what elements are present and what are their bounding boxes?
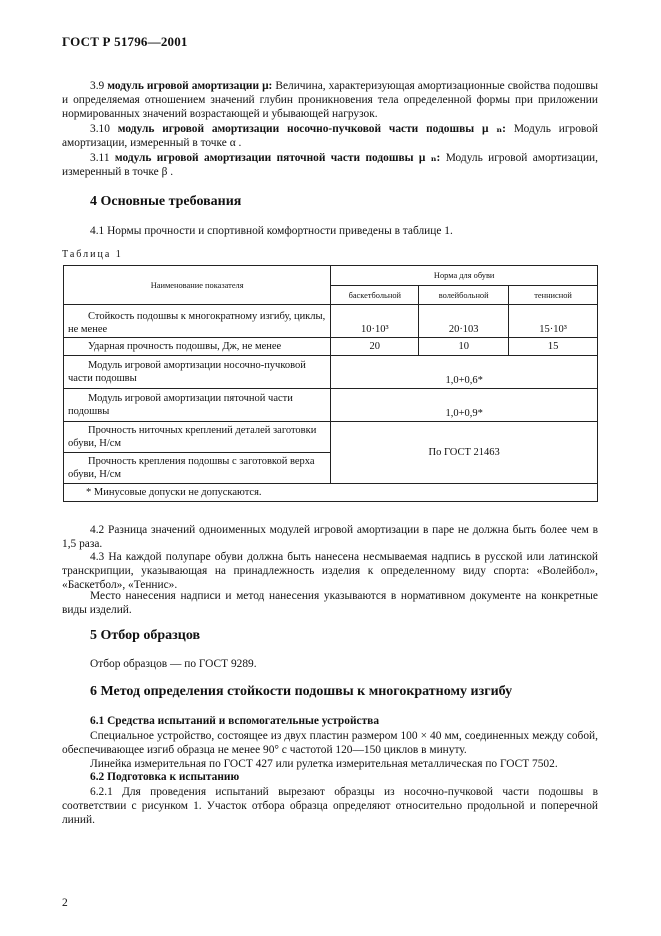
definition-text: Модуль игровой амортизации, измеренный в точке β .: [62, 152, 598, 178]
page-number: 2: [62, 897, 68, 909]
definition-3-9: [62, 79, 598, 121]
row-label: Стойкость подошвы к многократному изгибу, циклы, не менее: [64, 305, 331, 338]
header-volleyball: волейбольной: [419, 286, 509, 305]
header-basketball: баскетбольной: [331, 286, 419, 305]
paragraph-4-3: 4.3 На каждой полупаре обуви должна быть нанесена несмываемая надпись в русской или латинской транскрипции, указывающая на принадлежность изделия к определенному виду спорта: «Волейбол», «Баскетбол», «Теннис».: [62, 551, 598, 591]
section-4-heading: 4 Основные требования: [90, 194, 242, 209]
merged-value: 1,0+0,9*: [331, 389, 598, 422]
table-footnote: * Минусовые допуски не допускаются.: [64, 484, 598, 502]
header-norm: Норма для обуви: [331, 266, 598, 286]
section-6-heading: 6 Метод определения стойкости подошвы к многократному изгибу: [90, 684, 513, 699]
row-label: Прочность крепления подошвы с заготовкой верха обуви, Н/см: [64, 453, 331, 484]
value-basketball: 20: [331, 338, 419, 356]
document-header: ГОСТ Р 51796—2001: [62, 34, 188, 49]
row-label: Модуль игровой амортизации пяточной части подошвы: [64, 389, 331, 422]
paragraph-4-2: 4.2 Разница значений одноименных модулей игровой амортизации в паре не должна быть более чем в 1,5 раза.: [62, 524, 598, 550]
paragraph-6-2-1: 6.2.1 Для проведения испытаний вырезают образцы из носочно-пучковой части подошвы в соответствии с рисунком 1. Участок отбора образца определяют относительно продольной и поперечной линий.: [62, 786, 598, 826]
row-label: Модуль игровой амортизации носочно-пучковой части подошвы: [64, 356, 331, 389]
value-basketball: 10·10³: [331, 305, 419, 338]
merged-value: 1,0+0,6*: [331, 356, 598, 389]
paragraph-4-3-note: Место нанесения надписи и метод нанесения указываются в нормативном документе на конкретные виды изделий.: [62, 590, 598, 616]
paragraph-6-1-1: Специальное устройство, состоящее из двух пластин размером 100 × 40 мм, соединенных между собой, обеспечивающее изгиб образца не менее 90° с частотой 120—150 циклов в минуту.: [62, 730, 598, 756]
definition-number: 3.11: [90, 152, 110, 164]
definition-3-11: [62, 151, 598, 179]
section-5-text: Отбор образцов — по ГОСТ 9289.: [90, 658, 257, 670]
section-5-heading: 5 Отбор образцов: [90, 628, 201, 643]
definition-number: 3.10: [90, 123, 110, 135]
paragraph-6-1-2: Линейка измерительная по ГОСТ 427 или рулетка измерительная металлическая по ГОСТ 7502.: [90, 758, 558, 770]
value-tennis: 15: [509, 338, 598, 356]
header-indicator: Наименование показателя: [64, 266, 331, 305]
row-label: Ударная прочность подошвы, Дж, не менее: [64, 338, 331, 356]
requirements-table: [63, 265, 598, 502]
subsection-6-2-title: 6.2 Подготовка к испытанию: [90, 771, 240, 783]
value-volleyball: 20·103: [419, 305, 509, 338]
definition-text: Модуль игровой амортизации, измеренный в точке α .: [62, 123, 599, 149]
merged-value: По ГОСТ 21463: [331, 422, 598, 484]
value-volleyball: 10: [419, 338, 509, 356]
table-caption: Таблица 1: [62, 249, 123, 260]
definition-term: модуль игровой амортизации пяточной части подошвы μ ₙ:: [114, 152, 441, 164]
definition-term: модуль игровой амортизации носочно-пучковой части подошвы μ ₙ:: [117, 123, 506, 135]
subsection-6-1-title: 6.1 Средства испытаний и вспомогательные устройства: [90, 715, 380, 727]
row-label: Прочность ниточных креплений деталей заготовки обуви, Н/см: [64, 422, 331, 453]
definition-term: модуль игровой амортизации μ:: [107, 80, 273, 92]
definition-number: 3.9: [90, 80, 105, 92]
header-tennis: теннисной: [509, 286, 598, 305]
definition-3-10: [62, 122, 598, 150]
definition-text: Величина, характеризующая амортизационные свойства подошвы и определяемая отношением значений глубин проникновения тела определенной формы при приложении нормированных значений возрастающей и убывающей нагрузок.: [62, 80, 598, 120]
paragraph-4-1: 4.1 Нормы прочности и спортивной комфортности приведены в таблице 1.: [90, 225, 453, 237]
value-tennis: 15·10³: [509, 305, 598, 338]
